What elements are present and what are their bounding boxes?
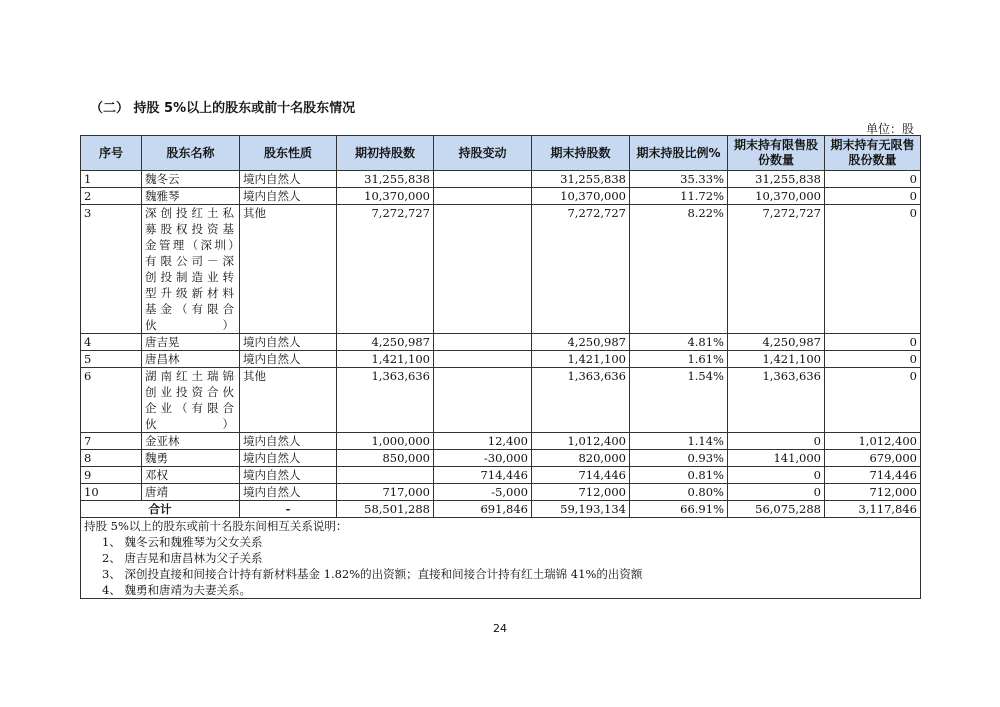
- cell-ratio: 8.22%: [630, 205, 728, 334]
- cell-change: [434, 351, 532, 368]
- unit-label: 单位：股: [865, 122, 914, 136]
- cell-begin-shares: 1,000,000: [337, 433, 434, 450]
- cell-name: 唐昌林: [142, 351, 240, 368]
- table-header-row: [81, 136, 921, 171]
- header-begin-shares: 期初持股数: [337, 136, 434, 171]
- header-restricted: 期末持有限售股份数量: [728, 136, 825, 171]
- cell-nature: 境内自然人: [240, 467, 337, 484]
- cell-unrestricted: 0: [825, 351, 921, 368]
- cell-ratio: 4.81%: [630, 334, 728, 351]
- cell-change: [434, 188, 532, 205]
- cell-end-shares: 31,255,838: [532, 171, 630, 188]
- cell-change: [434, 171, 532, 188]
- cell-restricted: 141,000: [728, 450, 825, 467]
- cell-name: 湖南红土瑞锦创业投资合伙企业（有限合伙）: [142, 368, 240, 433]
- total-unrestricted: 3,117,846: [825, 501, 921, 518]
- cell-change: -5,000: [434, 484, 532, 501]
- notes-title: 持股 5%以上的股东或前十名股东间相互关系说明：: [84, 519, 348, 533]
- page-number: 24: [493, 622, 507, 635]
- table-row: [81, 450, 921, 467]
- cell-nature: 境内自然人: [240, 433, 337, 450]
- cell-seq: 4: [81, 334, 142, 351]
- cell-end-shares: 10,370,000: [532, 188, 630, 205]
- cell-change: [434, 368, 532, 433]
- cell-change: [434, 334, 532, 351]
- header-end-shares: 期末持股数: [532, 136, 630, 171]
- cell-begin-shares: 1,421,100: [337, 351, 434, 368]
- cell-end-shares: 820,000: [532, 450, 630, 467]
- cell-unrestricted: 1,012,400: [825, 433, 921, 450]
- cell-seq: 3: [81, 205, 142, 334]
- cell-unrestricted: 712,000: [825, 484, 921, 501]
- header-name: 股东名称: [142, 136, 240, 171]
- cell-restricted: 7,272,727: [728, 205, 825, 334]
- cell-seq: 10: [81, 484, 142, 501]
- cell-nature: 其他: [240, 205, 337, 334]
- cell-nature: 境内自然人: [240, 351, 337, 368]
- cell-end-shares: 4,250,987: [532, 334, 630, 351]
- cell-change: 714,446: [434, 467, 532, 484]
- cell-name: 邓权: [142, 467, 240, 484]
- cell-seq: 2: [81, 188, 142, 205]
- cell-restricted: 0: [728, 484, 825, 501]
- table-row: [81, 188, 921, 205]
- cell-ratio: 1.54%: [630, 368, 728, 433]
- cell-change: 12,400: [434, 433, 532, 450]
- note-item: 2、 唐吉晃和唐昌林为父子关系: [102, 551, 263, 565]
- cell-unrestricted: 0: [825, 334, 921, 351]
- cell-name: 深创投红土私募股权投资基金管理（深圳）有限公司－深创投制造业转型升级新材料基金（有限合伙）: [142, 205, 240, 334]
- header-change: 持股变动: [434, 136, 532, 171]
- cell-unrestricted: 0: [825, 188, 921, 205]
- cell-ratio: 11.72%: [630, 188, 728, 205]
- cell-ratio: 0.80%: [630, 484, 728, 501]
- cell-change: -30,000: [434, 450, 532, 467]
- cell-begin-shares: 31,255,838: [337, 171, 434, 188]
- cell-unrestricted: 0: [825, 205, 921, 334]
- section-title: （二） 持股 5%以上的股东或前十名股东情况: [90, 101, 356, 116]
- cell-nature: 境内自然人: [240, 450, 337, 467]
- header-nature: 股东性质: [240, 136, 337, 171]
- total-change: 691,846: [434, 501, 532, 518]
- cell-unrestricted: 714,446: [825, 467, 921, 484]
- table-row: [81, 433, 921, 450]
- total-begin-shares: 58,501,288: [337, 501, 434, 518]
- total-nature: -: [240, 501, 337, 518]
- cell-name: 金亚林: [142, 433, 240, 450]
- cell-seq: 6: [81, 368, 142, 433]
- cell-begin-shares: 1,363,636: [337, 368, 434, 433]
- notes-row: [81, 518, 921, 599]
- cell-ratio: 35.33%: [630, 171, 728, 188]
- cell-begin-shares: 4,250,987: [337, 334, 434, 351]
- cell-nature: 境内自然人: [240, 188, 337, 205]
- cell-end-shares: 1,012,400: [532, 433, 630, 450]
- cell-seq: 1: [81, 171, 142, 188]
- cell-restricted: 10,370,000: [728, 188, 825, 205]
- cell-restricted: 1,421,100: [728, 351, 825, 368]
- cell-name: 唐吉晃: [142, 334, 240, 351]
- cell-end-shares: 714,446: [532, 467, 630, 484]
- cell-seq: 9: [81, 467, 142, 484]
- table-row: [81, 467, 921, 484]
- cell-end-shares: 7,272,727: [532, 205, 630, 334]
- cell-end-shares: 1,363,636: [532, 368, 630, 433]
- total-restricted: 56,075,288: [728, 501, 825, 518]
- table-row: [81, 171, 921, 188]
- cell-seq: 8: [81, 450, 142, 467]
- cell-end-shares: 712,000: [532, 484, 630, 501]
- cell-begin-shares: 10,370,000: [337, 188, 434, 205]
- cell-restricted: 31,255,838: [728, 171, 825, 188]
- cell-name: 魏冬云: [142, 171, 240, 188]
- cell-unrestricted: 0: [825, 368, 921, 433]
- relationship-notes: [81, 518, 921, 599]
- cell-begin-shares: 717,000: [337, 484, 434, 501]
- table-row: [81, 334, 921, 351]
- cell-nature: 境内自然人: [240, 334, 337, 351]
- cell-unrestricted: 679,000: [825, 450, 921, 467]
- shareholders-table: [80, 135, 921, 599]
- note-item: 1、 魏冬云和魏雅琴为父女关系: [102, 535, 263, 549]
- cell-begin-shares: 850,000: [337, 450, 434, 467]
- cell-nature: 境内自然人: [240, 171, 337, 188]
- cell-name: 魏勇: [142, 450, 240, 467]
- cell-name: 魏雅琴: [142, 188, 240, 205]
- cell-change: [434, 205, 532, 334]
- cell-restricted: 0: [728, 467, 825, 484]
- cell-unrestricted: 0: [825, 171, 921, 188]
- cell-name: 唐靖: [142, 484, 240, 501]
- header-ratio: 期末持股比例%: [630, 136, 728, 171]
- cell-ratio: 0.93%: [630, 450, 728, 467]
- table-row: [81, 351, 921, 368]
- header-unrestricted: 期末持有无限售股份数量: [825, 136, 921, 171]
- total-label: 合计: [81, 501, 240, 518]
- header-seq: 序号: [81, 136, 142, 171]
- note-item: 3、 深创投直接和间接合计持有新材料基金 1.82%的出资额；直接和间接合计持有红土瑞锦 41%的出资额: [102, 567, 643, 581]
- cell-seq: 7: [81, 433, 142, 450]
- table-row: [81, 484, 921, 501]
- cell-begin-shares: 7,272,727: [337, 205, 434, 334]
- cell-seq: 5: [81, 351, 142, 368]
- table-row: [81, 368, 921, 433]
- table-row: [81, 205, 921, 334]
- cell-begin-shares: [337, 467, 434, 484]
- cell-end-shares: 1,421,100: [532, 351, 630, 368]
- cell-ratio: 0.81%: [630, 467, 728, 484]
- cell-restricted: 4,250,987: [728, 334, 825, 351]
- total-ratio: 66.91%: [630, 501, 728, 518]
- cell-ratio: 1.61%: [630, 351, 728, 368]
- total-row: [81, 501, 921, 518]
- cell-restricted: 1,363,636: [728, 368, 825, 433]
- cell-ratio: 1.14%: [630, 433, 728, 450]
- total-end-shares: 59,193,134: [532, 501, 630, 518]
- note-item: 4、 魏勇和唐靖为夫妻关系。: [102, 583, 251, 597]
- cell-nature: 境内自然人: [240, 484, 337, 501]
- cell-nature: 其他: [240, 368, 337, 433]
- cell-restricted: 0: [728, 433, 825, 450]
